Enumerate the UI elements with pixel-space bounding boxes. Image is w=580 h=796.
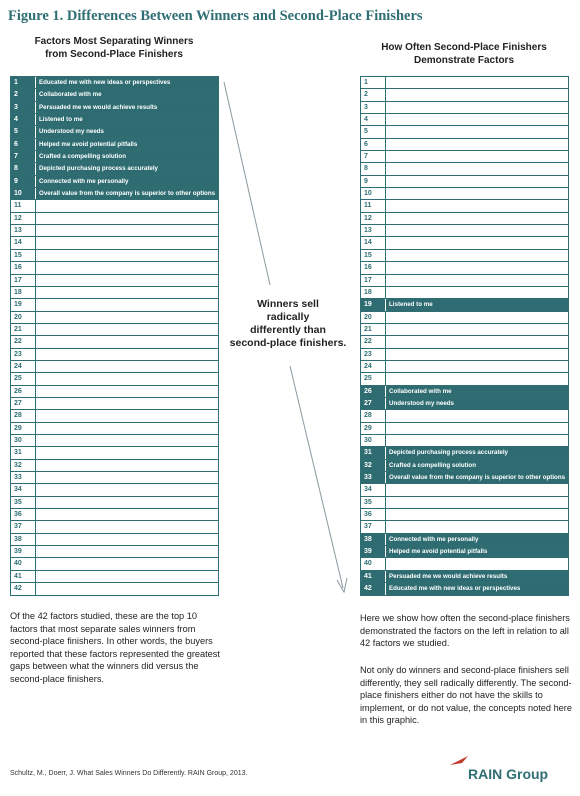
row-number: 8 [361,163,386,174]
row-number: 33 [361,472,386,483]
row-number: 14 [361,237,386,248]
row-number: 13 [361,225,386,236]
row-number: 35 [361,497,386,508]
row-number: 38 [11,534,36,545]
row-number: 29 [11,423,36,434]
center-callout [228,298,348,350]
row-number: 39 [361,546,386,557]
row-number: 41 [11,571,36,582]
row-number: 30 [361,435,386,446]
row-number: 5 [361,126,386,137]
row-number: 41 [361,571,386,582]
row-number: 1 [11,77,36,88]
row-label: Overall value from the company is superior to other options [39,190,216,198]
center-line2: radically [266,311,310,323]
center-line3: differently than [250,324,326,336]
row-number: 35 [11,497,36,508]
center-line4: second-place finishers. [229,337,347,349]
rain-logo-icon [448,754,470,768]
arrow-line-upper [224,82,270,285]
row-number: 19 [361,299,386,310]
row-number: 13 [11,225,36,236]
right-heading-line1: How Often Second-Place Finishers [381,42,547,53]
row-label: Helped me avoid potential pitfalls [39,140,138,148]
row-number: 4 [361,114,386,125]
row-number: 28 [11,410,36,421]
row-label: Depicted purchasing process accurately [39,165,158,173]
row-number: 32 [361,460,386,471]
row-number: 31 [11,447,36,458]
row-number: 37 [361,521,386,532]
row-number: 28 [361,410,386,421]
row-number: 26 [11,386,36,397]
row-number: 26 [361,386,386,397]
row-label: Listened to me [389,301,433,309]
row-number: 6 [11,139,36,150]
row-number: 3 [361,102,386,113]
row-number: 38 [361,534,386,545]
row-number: 21 [11,324,36,335]
figure-title: Figure 1. Differences Between Winners and Second-Place Finishers [8,8,423,24]
row-label: Understood my needs [39,128,104,136]
right-description-2: Not only do winners and second-place finishers sell differently, they sell radically differently. The second-place finishers either do not have the skills to implement, or do not value, the concepts noted here in this graphic. [360,665,572,726]
row-number: 6 [361,139,386,150]
row-number: 7 [361,151,386,162]
row-number: 1 [361,77,386,88]
row-number: 36 [11,509,36,520]
row-number: 42 [361,583,386,595]
row-number: 19 [11,299,36,310]
row-number: 32 [11,460,36,471]
row-number: 10 [11,188,36,199]
row-label: Depicted purchasing process accurately [389,449,508,457]
row-number: 12 [361,213,386,224]
left-heading-line1: Factors Most Separating Winners [34,36,194,47]
row-number: 16 [361,262,386,273]
row-label: Collaborated with me [389,387,452,395]
row-label: Helped me avoid potential pitfalls [389,548,488,556]
row-number: 15 [361,250,386,261]
row-number: 24 [11,361,36,372]
row-number: 27 [361,398,386,409]
left-heading-line2: from Second-Place Finishers [45,48,183,60]
row-number: 11 [361,200,386,211]
row-number: 12 [11,213,36,224]
right-description-1: Here we show how often the second-place finishers demonstrated the factors on the left in relation to all 42 factors we studied. [360,613,570,649]
row-number: 18 [361,287,386,298]
row-label: Crafted a compelling solution [389,461,476,469]
logo-text: RAIN Group [468,766,549,782]
row-number: 18 [11,287,36,298]
row-number: 14 [11,237,36,248]
row-number: 30 [11,435,36,446]
row-number: 20 [361,312,386,323]
row-number: 36 [361,509,386,520]
row-label: Persuaded me we would achieve results [39,103,158,111]
citation: Schultz, M., Doerr, J. What Sales Winners Do Differently. RAIN Group, 2013. [10,770,248,777]
row-number: 25 [361,373,386,384]
row-number: 2 [361,89,386,100]
row-number: 5 [11,126,36,137]
row-number: 33 [11,472,36,483]
row-number: 42 [11,583,36,595]
row-number: 25 [11,373,36,384]
row-number: 9 [361,176,386,187]
row-number: 23 [361,349,386,360]
row-label: Listened to me [39,116,83,124]
row-number: 17 [11,275,36,286]
row-number: 22 [361,336,386,347]
row-number: 10 [361,188,386,199]
row-number: 2 [11,89,36,100]
row-label: Understood my needs [389,399,454,407]
row-number: 9 [11,176,36,187]
row-label: Persuaded me we would achieve results [389,572,508,580]
row-number: 4 [11,114,36,125]
row-number: 21 [361,324,386,335]
row-number: 16 [11,262,36,273]
row-number: 34 [361,484,386,495]
row-number: 3 [11,102,36,113]
row-number: 23 [11,349,36,360]
row-number: 15 [11,250,36,261]
row-label: Crafted a compelling solution [39,153,126,161]
row-label: Connected with me personally [39,177,129,185]
row-number: 27 [11,398,36,409]
row-number: 40 [11,558,36,569]
row-number: 8 [11,163,36,174]
row-number: 34 [11,484,36,495]
center-line1: Winners sell [257,298,319,310]
row-number: 20 [11,312,36,323]
row-number: 22 [11,336,36,347]
row-number: 29 [361,423,386,434]
row-label: Overall value from the company is superior to other options [389,474,566,481]
row-number: 37 [11,521,36,532]
left-description: Of the 42 factors studied, these are the top 10 factors that most separate sales winners from second-place finishers. In other words, the buyers reported that these factors represented the greatest gaps between what the winners did versus the second-place finishers. [10,611,220,684]
row-label: Collaborated with me [39,91,102,99]
row-label: Educated me with new ideas or perspectives [39,79,171,86]
row-number: 39 [11,546,36,557]
right-heading-line2: Demonstrate Factors [413,54,515,66]
arrow-line-lower [290,366,343,588]
row-number: 11 [11,200,36,211]
row-number: 31 [361,447,386,458]
row-label: Educated me with new ideas or perspectives [389,585,521,593]
row-number: 40 [361,558,386,569]
row-number: 24 [361,361,386,372]
row-number: 17 [361,275,386,286]
row-label: Connected with me personally [389,535,479,543]
row-number: 7 [11,151,36,162]
